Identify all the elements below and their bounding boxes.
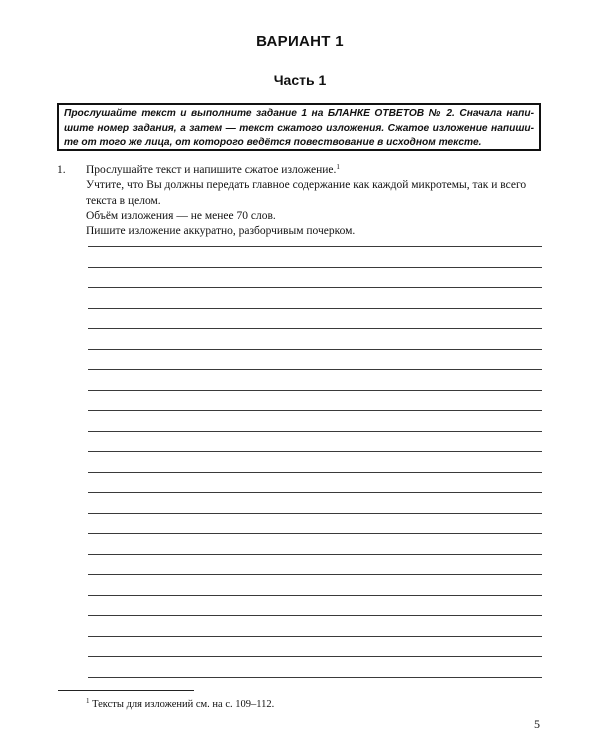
task-detail: текста в целом. <box>86 194 161 207</box>
footnote-text: Тексты для изложений см. на с. 109–112. <box>92 699 275 710</box>
task-block <box>57 163 547 239</box>
task-detail: Объём изложения — не менее 70 слов. <box>86 209 276 222</box>
variant-title: ВАРИАНТ 1 <box>256 33 344 50</box>
footnote-reference: 1 <box>336 163 340 171</box>
writing-line <box>88 287 542 288</box>
writing-line <box>88 472 542 473</box>
task-prompt-text: Прослушайте текст и напишите сжатое изложение. <box>86 164 337 176</box>
writing-line <box>88 267 542 268</box>
writing-line <box>88 615 542 616</box>
writing-line <box>88 451 542 452</box>
writing-line <box>88 574 542 575</box>
writing-line <box>88 390 542 391</box>
writing-line <box>88 369 542 370</box>
instruction-line: те от того же лица, от которого ведётся повествование в исходном тексте. <box>64 137 482 148</box>
writing-line <box>88 431 542 432</box>
task-prompt <box>86 163 547 178</box>
footnote <box>86 699 274 710</box>
writing-line <box>88 656 542 657</box>
writing-line <box>88 246 542 247</box>
writing-line <box>88 349 542 350</box>
part-title: Часть 1 <box>273 72 327 88</box>
writing-line <box>88 554 542 555</box>
footnote-mark: 1 <box>86 697 90 705</box>
writing-line <box>88 328 542 329</box>
task-number: 1. <box>57 164 66 176</box>
page-number: 5 <box>534 717 540 731</box>
instruction-line: шите номер задания, а затем — текст сжатого изложения. Сжатое изложение напиши- <box>64 122 534 134</box>
task-detail: Пишите изложение аккуратно, разборчивым почерком. <box>86 225 356 238</box>
writing-line <box>88 533 542 534</box>
writing-line <box>88 513 542 514</box>
instruction-line: Прослушайте текст и выполните задание 1 на БЛАНКЕ ОТВЕТОВ № 2. Сначала напи- <box>64 108 534 119</box>
writing-line <box>88 308 542 309</box>
writing-line <box>88 595 542 596</box>
task-body <box>86 163 547 239</box>
footnote-divider <box>58 690 194 691</box>
writing-line <box>88 492 542 493</box>
instruction-box <box>57 103 541 151</box>
writing-line <box>88 636 542 637</box>
writing-line <box>88 677 542 678</box>
task-detail: Учтите, что Вы должны передать главное содержание как каждой микротемы, так и всего <box>86 179 527 192</box>
writing-line <box>88 410 542 411</box>
